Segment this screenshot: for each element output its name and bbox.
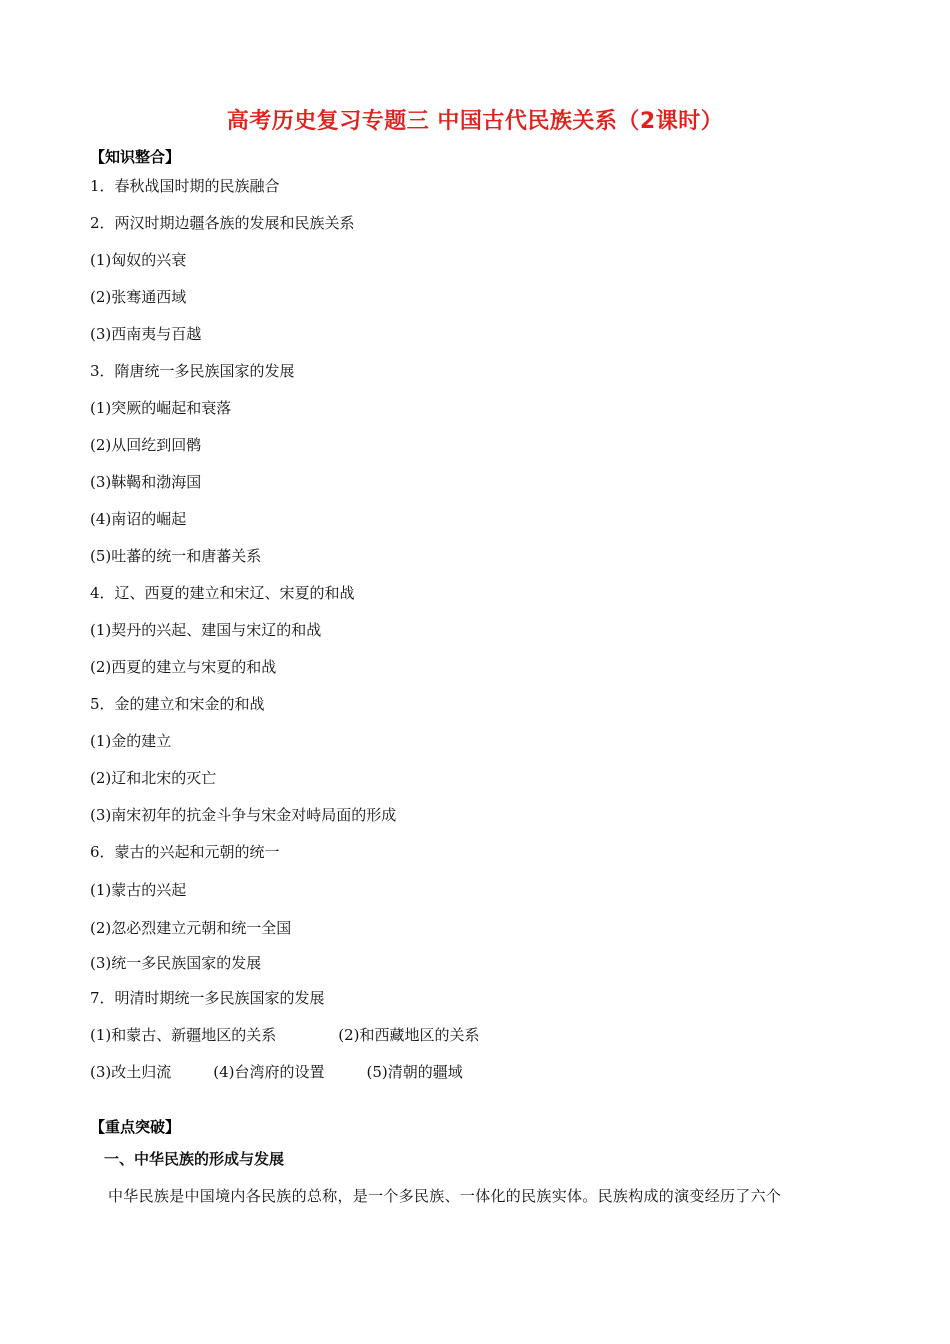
outline-item: (2)张骞通西域 (90, 288, 187, 306)
outline-item: (1)匈奴的兴衰 (90, 251, 187, 269)
body-paragraph: 中华民族是中国境内各民族的总称，是一个多民族、一体化的民族实体。民族构成的演变经历了六个 (108, 1187, 782, 1205)
outline-item: (2)和西藏地区的关系 (338, 1026, 480, 1044)
outline-item: (1)金的建立 (90, 732, 172, 750)
outline-item: (3)统一多民族国家的发展 (90, 954, 262, 972)
outline-item: 1．春秋战国时期的民族融合 (90, 177, 280, 195)
outline-item: 4．辽、西夏的建立和宋辽、宋夏的和战 (90, 584, 355, 602)
outline-item: (2)从回纥到回鹘 (90, 436, 202, 454)
outline-item: (4)南诏的崛起 (90, 510, 187, 528)
outline-item: (2)忽必烈建立元朝和统一全国 (90, 919, 292, 937)
section-heading-key-points: 【重点突破】 (90, 1118, 181, 1136)
outline-item: (5)清朝的疆域 (366, 1063, 463, 1081)
outline-item: (1)和蒙古、新疆地区的关系 (90, 1026, 277, 1044)
outline-item: (1)蒙古的兴起 (90, 881, 187, 899)
outline-row (90, 1062, 463, 1082)
outline-item: (3)改土归流 (90, 1063, 172, 1081)
outline-item: (1)突厥的崛起和衰落 (90, 399, 232, 417)
outline-item: (1)契丹的兴起、建国与宋辽的和战 (90, 621, 322, 639)
outline-item: (3)南宋初年的抗金斗争与宋金对峙局面的形成 (90, 806, 397, 824)
subsection-heading: 一、中华民族的形成与发展 (104, 1150, 285, 1168)
outline-item: (5)吐蕃的统一和唐蕃关系 (90, 547, 262, 565)
outline-item: 5．金的建立和宋金的和战 (90, 695, 265, 713)
outline-item: 3．隋唐统一多民族国家的发展 (90, 362, 295, 380)
outline-item: 6．蒙古的兴起和元朝的统一 (90, 843, 280, 861)
outline-item: (3)西南夷与百越 (90, 325, 202, 343)
outline-item: 7．明清时期统一多民族国家的发展 (90, 989, 325, 1007)
outline-item: 2．两汉时期边疆各族的发展和民族关系 (90, 214, 355, 232)
outline-item: (3)靺鞨和渤海国 (90, 473, 202, 491)
section-heading-knowledge: 【知识整合】 (90, 148, 181, 166)
outline-row (90, 1025, 480, 1045)
outline-item: (2)西夏的建立与宋夏的和战 (90, 658, 277, 676)
outline-item: (2)辽和北宋的灭亡 (90, 769, 217, 787)
outline-item: (4)台湾府的设置 (213, 1063, 325, 1081)
document-title: 高考历史复习专题三 中国古代民族关系（2课时） (226, 109, 724, 134)
